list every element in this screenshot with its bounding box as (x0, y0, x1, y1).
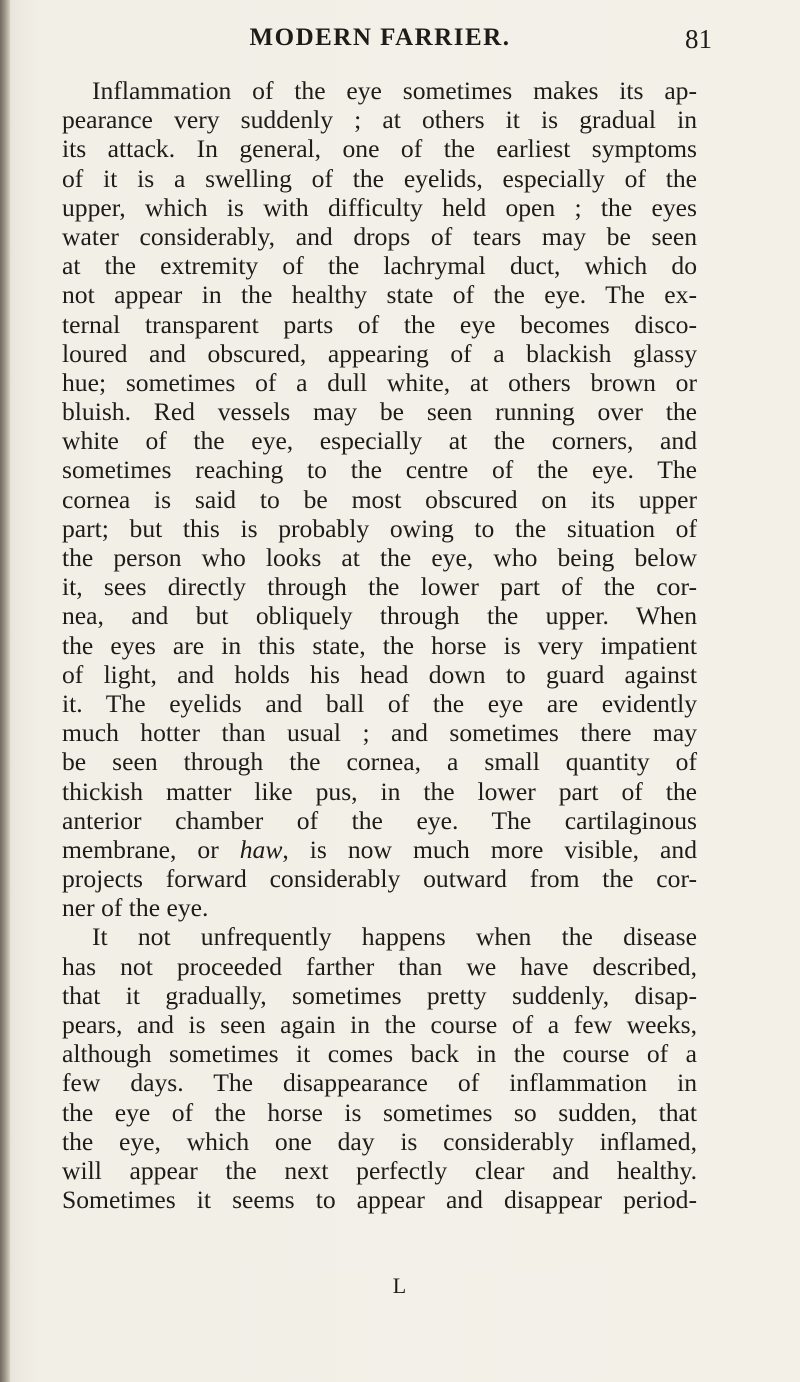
page-binding-edge (0, 0, 10, 1382)
text-line: although sometimes it comes back in the course of a (62, 1039, 697, 1069)
text-line: projects forward considerably outward from the cor- (62, 864, 697, 894)
text-line: the person who looks at the eye, who being below (62, 543, 697, 572)
text-line: it. The eyelids and ball of the eye are evidently (62, 688, 697, 718)
text-line: ternal transparent parts of the eye becomes disco- (62, 309, 697, 339)
text-line: white of the eye, especially at the corners, and (62, 426, 697, 456)
text-line: be seen through the cornea, a small quantity of (62, 747, 697, 777)
text-line: much hotter than usual ; and sometimes there may (62, 718, 697, 748)
text-line: cornea is said to be most obscured on its upper (62, 484, 697, 514)
text-line: Inflammation of the eye sometimes makes its ap- (92, 76, 697, 105)
text-line: not appear in the healthy state of the eye. The ex- (62, 280, 697, 310)
text-line: It not unfrequently happens when the disease (92, 922, 697, 952)
body-text (62, 76, 697, 1214)
text-line: pearance very suddenly ; at others it is gradual in (62, 105, 697, 135)
text-line: the eye, which one day is considerably inflamed, (62, 1126, 697, 1156)
text-line: part; but this is probably owing to the situation of (62, 513, 697, 543)
text-line: of it is a swelling of the eyelids, especially of the (62, 163, 697, 193)
text-line: of light, and holds his head down to guard against (62, 659, 697, 689)
text-line: that it gradually, sometimes pretty suddenly, disap- (62, 980, 697, 1010)
text-segment: , is now much more visible, and (282, 834, 697, 864)
page-number: 81 (685, 24, 712, 54)
text-segment: membrane, or (62, 834, 219, 864)
page-header (60, 24, 712, 64)
text-line: the eyes are in this state, the horse is very impatient (62, 630, 697, 660)
text-line: anterior chamber of the eye. The cartilaginous (62, 805, 697, 835)
text-line: water considerably, and drops of tears may be seen (62, 221, 697, 251)
text-line: the eye of the horse is sometimes so sudden, that (62, 1097, 697, 1127)
text-line: nea, and but obliquely through the upper. When (62, 601, 697, 631)
text-line: hue; sometimes of a dull white, at others brown or (62, 367, 697, 397)
text-line: will appear the next perfectly clear and healthy. (62, 1155, 697, 1185)
text-line: thickish matter like pus, in the lower part of the (62, 776, 697, 806)
running-head: MODERN FARRIER. (249, 24, 511, 51)
text-line: upper, which is with difficulty held open ; the eyes (62, 192, 697, 222)
text-line: at the extremity of the lachrymal duct, which do (62, 251, 697, 281)
text-line: few days. The disappearance of inflammation in (62, 1068, 697, 1098)
text-line: sometimes reaching to the centre of the eye. The (62, 455, 697, 485)
signature-mark: L (392, 1273, 408, 1298)
text-line: has not proceeded farther than we have described, (62, 951, 697, 981)
text-line: bluish. Red vessels may be seen running over the (62, 397, 697, 427)
text-line-with-italic (62, 835, 697, 864)
italic-term-haw: haw (239, 834, 283, 864)
text-line: Sometimes it seems to appear and disappear period- (62, 1185, 697, 1215)
text-line: ner of the eye. (62, 893, 209, 923)
text-line: pears, and is seen again in the course of a few weeks, (62, 1010, 697, 1039)
text-line: its attack. In general, one of the earliest symptoms (62, 134, 697, 164)
text-line: loured and obscured, appearing of a blackish glassy (62, 338, 697, 368)
text-line: it, sees directly through the lower part of the cor- (62, 572, 697, 602)
